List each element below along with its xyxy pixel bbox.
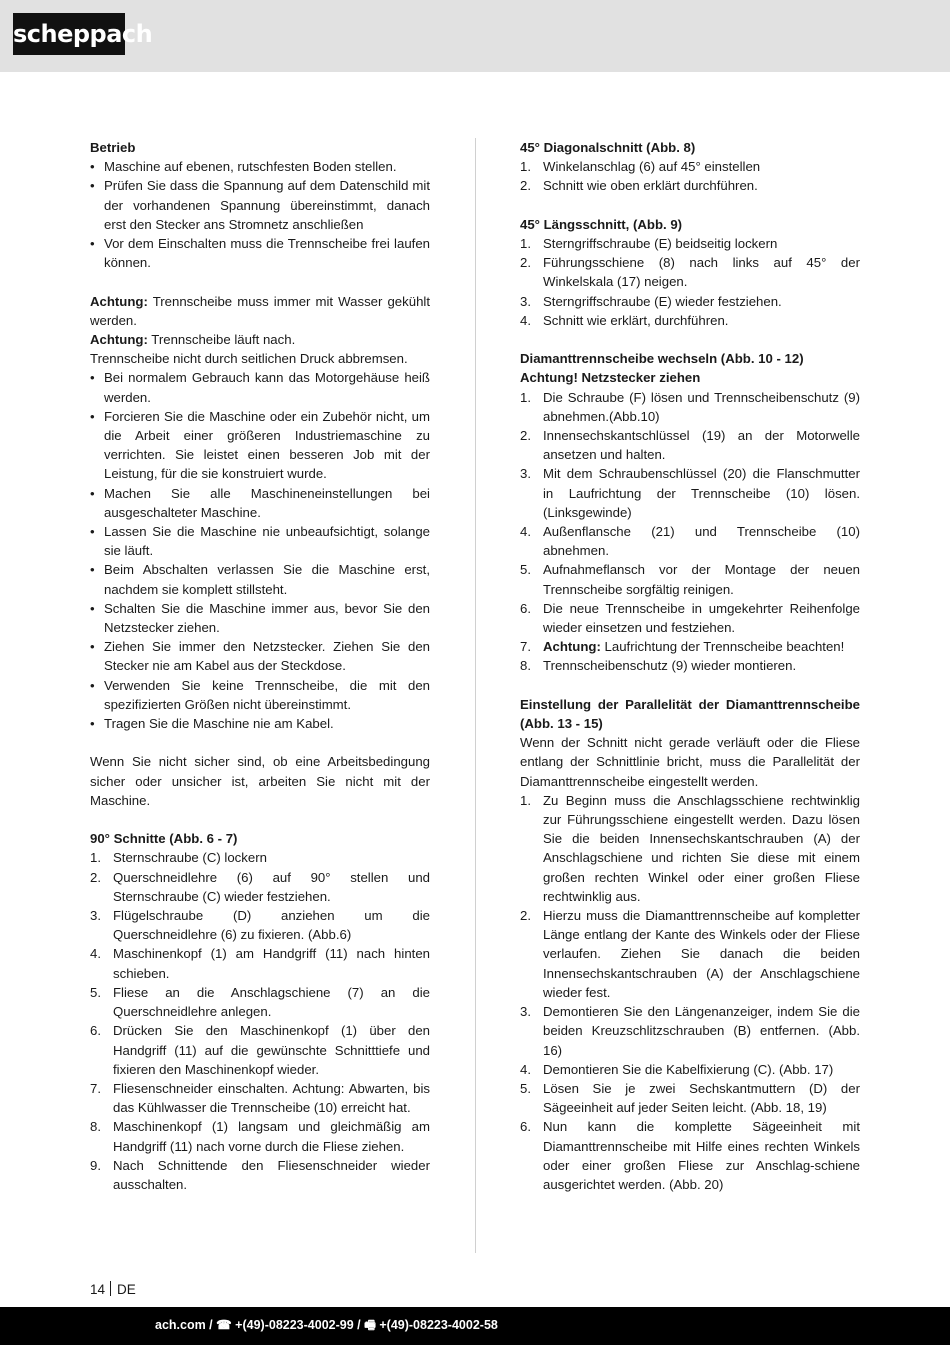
list-item: • Beim Abschalten verlassen Sie die Maschine erst, nachdem sie komplett stillsteht. [90, 560, 430, 598]
step-item [520, 1079, 860, 1117]
step-item [520, 253, 860, 291]
step-number: 3. [520, 1004, 531, 1020]
paragraph-parallel-intro: Wenn der Schnitt nicht gerade verläuft oder die Fliese entlang der Schnittlinie bricht, muss die Parallelität der Diamanttrennscheibe eingestellt werden. [520, 735, 860, 789]
step-number: 4. [520, 524, 531, 540]
list-item: • Tragen Sie die Maschine nie am Kabel. [90, 714, 430, 733]
steps-parallel [520, 791, 860, 1194]
step-text: Nach Schnittende den Fliesenschneider wieder ausschalten. [113, 1157, 430, 1192]
warning-text: Trennscheibe muss immer mit Wasser gekühlt werden. [90, 293, 430, 328]
step-text: Laufrichtung der Trennscheibe beachten! [600, 639, 845, 655]
step-text: Flügelschraube (D) anziehen um die Querschneidlehre (6) zu fixieren. (Abb.6) [113, 908, 430, 943]
step-text: Außenflansche (21) und Trennscheibe (10) abnehmen. [543, 524, 860, 559]
step-text: Lösen Sie je zwei Sechskantmuttern (D) der Sägeeinheit auf jeder Seiten leicht. (Abb. 18, 19) [543, 1080, 860, 1116]
step-number: 2. [520, 255, 531, 271]
list-item: • Machen Sie alle Maschineneinstellungen bei ausgeschalteter Maschine. [90, 484, 430, 522]
step-item [520, 791, 860, 906]
step-text: Demontieren Sie den Längenanzeiger, indem Sie die beiden Kreuzschlitzschrauben (B) entfernen. (Abb. 16) [543, 1004, 860, 1058]
list-item: • Vor dem Einschalten muss die Trennscheibe frei laufen können. [90, 234, 430, 272]
step-item [90, 868, 430, 906]
section-title-parallel: Einstellung der Parallelität der Diamanttrennscheibe (Abb. 13 - 15) [520, 696, 860, 732]
step-text: Schnitt wie erklärt, durchführen. [543, 312, 729, 328]
step-item [90, 848, 430, 867]
step-item [90, 983, 430, 1021]
step-text: Führungsschiene (8) nach links auf 45° der Winkelskala (17) neigen. [543, 255, 860, 290]
step-number: 5. [90, 984, 101, 1000]
step-item [90, 1156, 430, 1194]
step-text: Hierzu muss die Diamanttrennscheibe auf kompletter Länge entlang der Kante des Winkels oder der Fliese verlaufen. Ziehen Sie danach die beiden Innensechskantschrauben (A) der Anschlagschiene wieder fest. [543, 908, 860, 1000]
page-separator [110, 1281, 111, 1296]
steps-diamond-change [520, 388, 860, 676]
step-text: Sterngriffschraube (E) wieder festziehen. [543, 293, 782, 309]
step-item [520, 292, 860, 311]
step-number: 6. [90, 1023, 101, 1039]
step-text: Drücken Sie den Maschinenkopf (1) über den Handgriff (11) auf die gewünschte Schnitttiefe und fixieren den Maschinenkopf wieder. [113, 1023, 430, 1077]
step-number: 1. [520, 159, 531, 175]
step-item [520, 637, 860, 656]
warning-cooling [90, 292, 430, 330]
step-item [90, 944, 430, 982]
step-number: 2. [520, 178, 531, 194]
step-text: Maschinenkopf (1) am Handgriff (11) nach hinten schieben. [113, 946, 430, 981]
page-footer-label [90, 1280, 136, 1300]
step-number: 3. [90, 908, 101, 924]
paragraph-braking: Trennscheibe nicht durch seitlichen Druck abbremsen. [90, 351, 408, 367]
list-item: • Schalten Sie die Maschine immer aus, bevor Sie den Netzstecker ziehen. [90, 599, 430, 637]
step-number: 2. [90, 869, 101, 885]
betrieb-list [90, 157, 430, 272]
list-item: • Maschine auf ebenen, rutschfesten Boden stellen. [90, 157, 430, 176]
step-item [520, 176, 860, 195]
section-title-90: 90° Schnitte (Abb. 6 - 7) [90, 831, 238, 847]
section-title-45-laengs: 45° Längsschnitt, (Abb. 9) [520, 216, 683, 232]
step-number: 4. [520, 1061, 531, 1077]
warning-text: Trennscheibe läuft nach. [147, 332, 296, 348]
step-item [90, 906, 430, 944]
step-item [520, 1117, 860, 1194]
step-text: Winkelanschlag (6) auf 45° einstellen [543, 159, 761, 175]
step-number: 7. [520, 639, 531, 655]
paragraph-unsure: Wenn Sie nicht sicher sind, ob eine Arbeitsbedingung sicher oder unsicher ist, arbeiten Sie nicht mit der Maschine. [90, 754, 430, 808]
warning-label: Achtung: [90, 332, 148, 348]
steps-90 [90, 848, 430, 1194]
step-text: Maschinenkopf (1) langsam und gleichmäßig am Handgriff (11) nach vorne durch die Fliese ziehen. [113, 1119, 430, 1154]
page-number: 14 [90, 1282, 106, 1297]
step-text: Zu Beginn muss die Anschlagsschiene rechtwinklig zur Führungsschiene eingestellt werden. Dazu lösen Sie die beiden Innensechskantschrauben (A) der Anschlagschiene und richten Sie diese mit einem großen rechten Winkel oder einer großen Fliese rechtwinklig aus. [543, 792, 860, 904]
step-number: 1. [90, 850, 101, 866]
step-number: 4. [520, 312, 531, 328]
step-item [520, 522, 860, 560]
list-item: • Lassen Sie die Maschine nie unbeaufsichtigt, solange sie läuft. [90, 522, 430, 560]
list-item: • Forcieren Sie die Maschine oder ein Zubehör nicht, um die Arbeit einer größeren Industriemaschine zu verrichten. Sie leistet einen besseren Job mit der Leistung, für die sie konstruiert wurde. [90, 407, 430, 484]
step-item [520, 311, 860, 330]
list-item: • Bei normalem Gebrauch kann das Motorgehäuse heiß werden. [90, 368, 430, 406]
step-text: Fliese an die Anschlagschiene (7) an die Querschneidlehre anlegen. [113, 984, 430, 1020]
list-item: • Verwenden Sie keine Trennscheibe, die mit den spezifizierten Größen nicht übereinstimmt. [90, 676, 430, 714]
list-item: • Ziehen Sie immer den Netzstecker. Ziehen Sie den Stecker nie am Kabel aus der Steckdose. [90, 637, 430, 675]
step-number: 9. [90, 1157, 101, 1173]
section-title-betrieb: Betrieb [90, 140, 136, 155]
step-number: 8. [520, 658, 531, 674]
right-column [520, 138, 860, 1194]
section-title-45-diagonal: 45° Diagonalschnitt (Abb. 8) [520, 140, 696, 155]
step-item [520, 656, 860, 675]
steps-45-laengs [520, 234, 860, 330]
step-item [90, 1117, 430, 1155]
step-item [520, 1060, 860, 1079]
step-number: 3. [520, 293, 531, 309]
step-number: 1. [520, 792, 531, 808]
step-number: 5. [520, 1080, 531, 1096]
step-text: Innensechskantschlüssel (19) an der Motorwelle ansetzen und halten. [543, 428, 860, 463]
step-number: 7. [90, 1080, 101, 1096]
step-number: 8. [90, 1119, 101, 1135]
step-number: 1. [520, 389, 531, 405]
step-number: 3. [520, 466, 531, 482]
step-number: 4. [90, 946, 101, 962]
step-text: Sterngriffschraube (E) beidseitig lockern [543, 236, 778, 251]
step-text: Fliesenschneider einschalten. Achtung: Abwarten, bis das Kühlwasser die Trennscheibe (10) erreicht hat. [113, 1080, 430, 1116]
step-text: Nun kann die komplette Sägeeinheit mit Diamanttrennscheibe mit Hilfe eines rechten Winkels oder einer großen Fliese zur Anschlag-schiene ausgerichtet werden. (Abb. 20) [543, 1119, 860, 1192]
section-subtitle-unplug: Achtung! Netzstecker ziehen [520, 370, 701, 386]
step-item [520, 599, 860, 637]
step-text: Demontieren Sie die Kabelfixierung (C). (Abb. 17) [543, 1061, 834, 1077]
step-text: Trennscheibenschutz (9) wieder montieren. [543, 658, 797, 674]
brand-logo: scheppach [13, 13, 125, 55]
step-number: 2. [520, 908, 531, 924]
section-title-diamond-change: Diamanttrennscheibe wechseln (Abb. 10 - 12) [520, 351, 804, 367]
step-text: Schnitt wie oben erklärt durchführen. [543, 178, 758, 194]
step-text: Sternschraube (C) lockern [113, 850, 267, 866]
step-item [520, 426, 860, 464]
step-item [520, 157, 860, 176]
warning-label: Achtung: [543, 639, 601, 655]
footer-contact: ach.com / ☎ +(49)-08223-4002-99 / 🖷 +(49)-08223-4002-58 [155, 1318, 498, 1332]
step-text: Querschneidlehre (6) auf 90° stellen und Sternschraube (C) wieder festziehen. [113, 869, 430, 904]
step-number: 2. [520, 428, 531, 444]
step-item [520, 234, 860, 253]
step-text: Aufnahmeflansch vor der Montage der neuen Trennscheibe sorgfältig reinigen. [543, 562, 860, 597]
step-item [520, 560, 860, 598]
step-item [520, 388, 860, 426]
step-number: 5. [520, 562, 531, 578]
warning-label: Achtung: [90, 293, 148, 309]
language-code: DE [117, 1282, 136, 1297]
warning-runout [90, 330, 430, 349]
safety-list [90, 368, 430, 733]
list-item: • Prüfen Sie dass die Spannung auf dem Datenschild mit der vorhandenen Spannung übereinstimmt, danach erst den Stecker ans Stromnetz anschließen [90, 176, 430, 234]
left-column [90, 138, 430, 1194]
step-text: Die neue Trennscheibe in umgekehrter Reihenfolge wieder einsetzen und festziehen. [543, 600, 860, 636]
step-item [520, 464, 860, 522]
step-text: Die Schraube (F) lösen und Trennscheibenschutz (9) abnehmen.(Abb.10) [543, 389, 860, 424]
step-text: Mit dem Schraubenschlüssel (20) die Flanschmutter in Laufrichtung der Trennscheibe (10) lösen. (Linksgewinde) [543, 466, 860, 520]
steps-45-diagonal [520, 157, 860, 195]
step-number: 6. [520, 600, 531, 616]
step-item [520, 1002, 860, 1060]
column-divider [475, 138, 476, 1253]
step-number: 1. [520, 236, 531, 251]
step-item [90, 1079, 430, 1117]
step-item [520, 906, 860, 1002]
step-number: 6. [520, 1119, 531, 1135]
step-item [90, 1021, 430, 1079]
